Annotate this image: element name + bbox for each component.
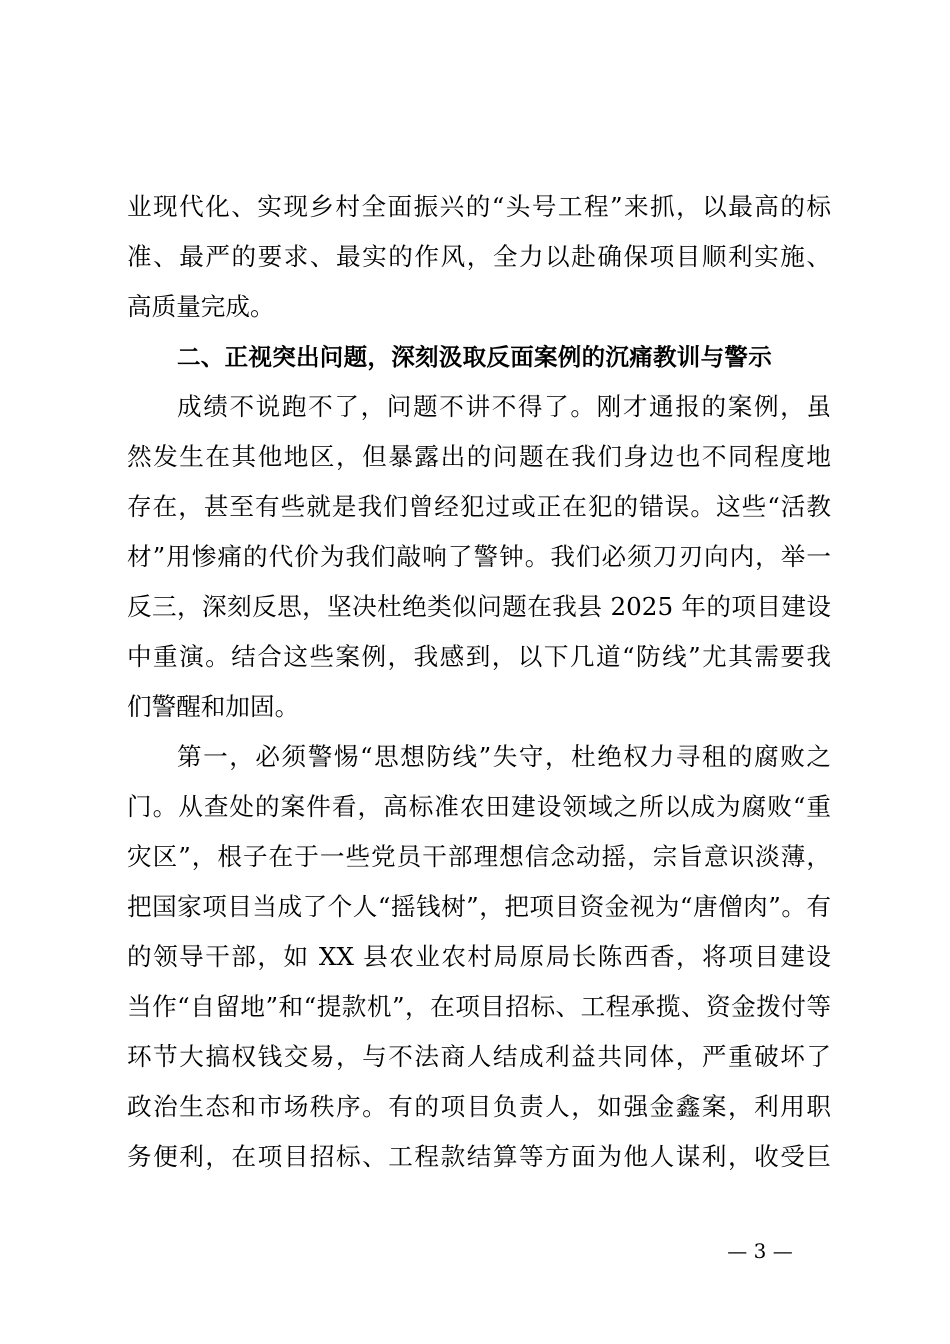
paragraph-line: 政治生态和市场秩序。有的项目负责人，如强金鑫案，利用职 — [127, 1092, 831, 1121]
paragraph-line: 当作“自留地”和“提款机”，在项目招标、工程承揽、资金拨付等 — [127, 992, 831, 1021]
paragraph-line: 们警醒和加固。 — [127, 692, 300, 721]
paragraph-line: 第一，必须警惕“思想防线”失守，杜绝权力寻租的腐败之 — [177, 742, 831, 771]
section-heading: 二、正视突出问题，深刻汲取反面案例的沉痛教训与警示 — [177, 343, 772, 371]
paragraph-line: 把国家项目当成了个人“摇钱树”，把项目资金视为“唐僧肉”。有 — [127, 892, 831, 921]
paragraph-line: 材”用惨痛的代价为我们敲响了警钟。我们必须刀刃向内，举一 — [127, 542, 831, 571]
paragraph-line: 中重演。结合这些案例，我感到，以下几道“防线”尤其需要我 — [127, 642, 831, 671]
paragraph-line: 的领导干部，如 XX 县农业农村局原局长陈西香，将项目建设 — [127, 942, 831, 971]
paragraph-line: 高质量完成。 — [127, 292, 275, 321]
paragraph-line: 然发生在其他地区，但暴露出的问题在我们身边也不同程度地 — [127, 442, 831, 471]
paragraph-line: 准、最严的要求、最实的作风，全力以赴确保项目顺利实施、 — [127, 242, 831, 271]
paragraph-line: 环节大搞权钱交易，与不法商人结成利益共同体，严重破坏了 — [127, 1042, 831, 1071]
paragraph-line: 灾区”，根子在于一些党员干部理想信念动摇，宗旨意识淡薄， — [127, 842, 831, 871]
document-body — [127, 182, 831, 1182]
paragraph-line: 业现代化、实现乡村全面振兴的“头号工程”来抓，以最高的标 — [127, 192, 831, 221]
page-number: — 3 — — [727, 1239, 793, 1263]
paragraph-line: 存在，甚至有些就是我们曾经犯过或正在犯的错误。这些“活教 — [127, 492, 831, 521]
paragraph-line: 务便利，在项目招标、工程款结算等方面为他人谋利，收受巨 — [127, 1142, 831, 1171]
paragraph-line: 反三，深刻反思，坚决杜绝类似问题在我县 2025 年的项目建设 — [127, 592, 831, 621]
paragraph-line: 成绩不说跑不了，问题不讲不得了。刚才通报的案例，虽 — [177, 392, 831, 421]
paragraph-line: 门。从查处的案件看，高标准农田建设领域之所以成为腐败“重 — [127, 792, 831, 821]
